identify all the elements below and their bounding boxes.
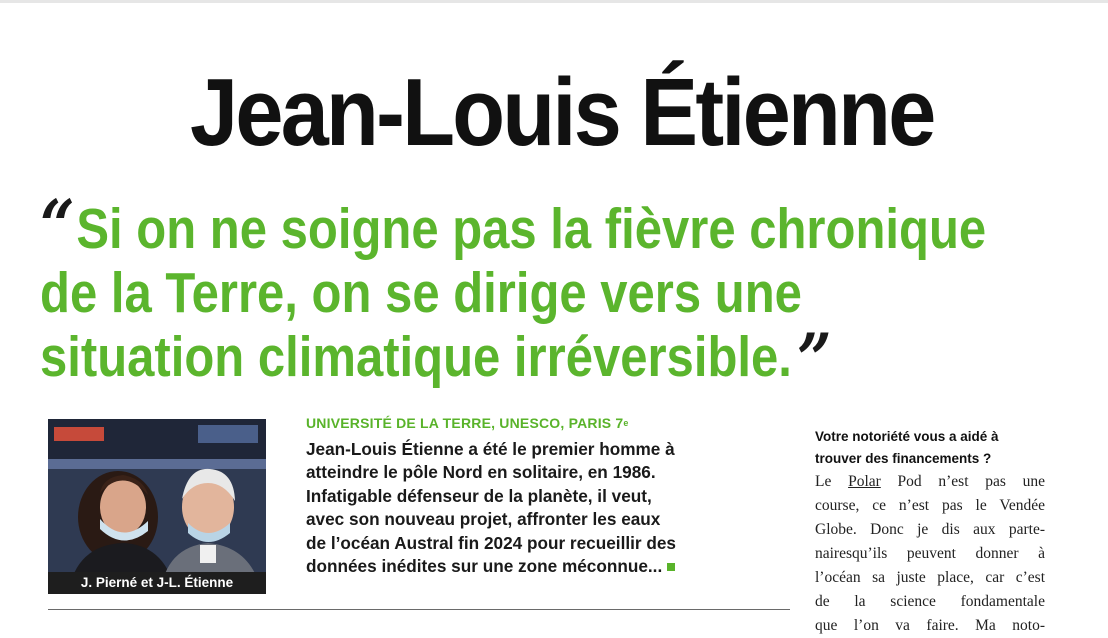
open-quote-icon: “	[40, 184, 75, 267]
answer-line: que l’on va faire. Ma noto-	[815, 617, 1045, 634]
underlined-word: Polar	[848, 473, 881, 490]
answer-line: Globe. Donc je dis aux parte-	[815, 521, 1045, 538]
end-mark-icon	[667, 563, 675, 571]
top-rule	[0, 0, 1108, 3]
kicker: UNIVERSITÉ DE LA TERRE, UNESCO, PARIS 7e	[306, 415, 629, 431]
section-divider	[48, 609, 790, 610]
close-quote-icon: ”	[797, 318, 832, 401]
pull-quote-line-3: situation climatique irréversible.”	[40, 318, 832, 401]
portrait-photo	[48, 419, 266, 594]
kicker-superscript: e	[623, 418, 629, 428]
portrait-illustration	[48, 419, 266, 594]
answer-line: Le Polar Pod n’est pas une	[815, 473, 1045, 490]
pull-quote-line-2: de la Terre, on se dirige vers une	[40, 261, 802, 325]
answer-line: l’océan sa juste place, car c’est	[815, 569, 1045, 586]
question-line: Votre notoriété vous a aidé à	[815, 429, 999, 444]
pull-quote	[40, 184, 987, 401]
answer-line: nairesqu’ils peuvent donner à	[815, 545, 1045, 562]
pull-quote-line-1: “Si on ne soigne pas la fièvre chronique	[40, 184, 987, 267]
intro-line: Infatigable défenseur de la planète, il veut,	[306, 485, 652, 506]
headline: Jean-Louis Étienne	[190, 59, 934, 166]
intro-line: données inédites sur une zone méconnue...	[306, 555, 776, 578]
intro-line: avec son nouveau projet, affronter les eaux	[306, 509, 661, 530]
interview-question	[815, 426, 999, 470]
intro-line: Jean-Louis Étienne a été le premier homme à	[306, 439, 675, 459]
intro-paragraph	[306, 438, 776, 578]
interview-answer	[815, 470, 1045, 638]
question-line: trouver des financements ?	[815, 451, 992, 466]
photo-caption: J. Pierné et J-L. Étienne	[48, 572, 266, 594]
intro-line: de l’océan Austral fin 2024 pour recueillir des	[306, 532, 676, 553]
intro-line: atteindre le pôle Nord en solitaire, en 1986.	[306, 462, 656, 483]
answer-line: course, ce n’est pas le Vendée	[815, 497, 1045, 514]
answer-line: de la science fondamentale	[815, 593, 1045, 610]
